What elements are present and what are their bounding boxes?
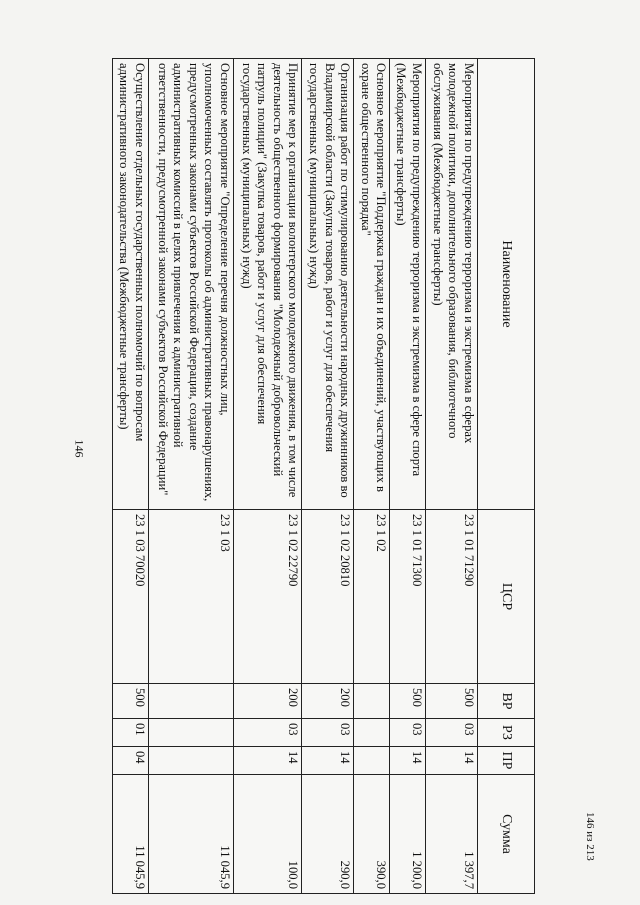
row-csr: 23 1 03 <box>148 510 233 684</box>
row-rz: 03 <box>302 719 354 747</box>
row-name: Основное мероприятие "Определение перечня должностных лиц, уполномоченных составлять протоколы об административных правонарушениях, предусмотренных законами субъектов Российской Федерации, создание административных комиссий в целях привлечения к административной ответственности, предусмотренной законами субъектов Российской Федерации" <box>148 59 233 510</box>
row-rz: 03 <box>390 719 426 747</box>
row-pr: 04 <box>113 747 149 775</box>
row-vr: 500 <box>390 684 426 719</box>
table-row <box>233 59 301 894</box>
row-name: Мероприятия по предупреждению терроризма и экстремизма в сфере спорта (Межбюджетные трансферты) <box>390 59 426 510</box>
header-rz: РЗ <box>478 719 535 747</box>
row-sum: 11 045,9 <box>113 775 149 894</box>
row-rz <box>148 719 233 747</box>
page-footer: 146 из 213 <box>584 812 596 861</box>
table-row <box>113 59 149 894</box>
header-pr: ПР <box>478 747 535 775</box>
row-pr: 14 <box>233 747 301 775</box>
row-sum: 11 045,9 <box>148 775 233 894</box>
row-name: Принятие мер к организации волонтерского молодежного движения, в том числе деятельность общественного формирования "Молодежный добровольческий патруль полиции" (Закупка товаров, работ и услуг для обеспечения государственных (муниципальных) нужд) <box>233 59 301 510</box>
row-sum: 1 200,0 <box>390 775 426 894</box>
row-csr: 23 1 02 20810 <box>302 510 354 684</box>
header-vr: ВР <box>478 684 535 719</box>
budget-table-wrapper <box>112 58 535 893</box>
header-csr: ЦСР <box>478 510 535 684</box>
table-row <box>390 59 426 894</box>
row-sum: 1 397,7 <box>425 775 477 894</box>
row-csr: 23 1 01 71290 <box>425 510 477 684</box>
row-vr: 500 <box>113 684 149 719</box>
row-vr <box>148 684 233 719</box>
table-row <box>148 59 233 894</box>
row-pr <box>354 747 390 775</box>
row-rz: 01 <box>113 719 149 747</box>
table-row <box>425 59 477 894</box>
row-name: Осуществление отдельных государственных полномочий по вопросам административного законодательства (Межбюджетные трансферты) <box>113 59 149 510</box>
row-sum: 290,0 <box>302 775 354 894</box>
row-rz <box>354 719 390 747</box>
budget-table <box>112 58 535 894</box>
row-pr: 14 <box>302 747 354 775</box>
row-csr: 23 1 02 22790 <box>233 510 301 684</box>
row-csr: 23 1 02 <box>354 510 390 684</box>
row-csr: 23 1 03 70020 <box>113 510 149 684</box>
row-vr <box>354 684 390 719</box>
row-vr: 200 <box>302 684 354 719</box>
row-pr: 14 <box>425 747 477 775</box>
row-pr: 14 <box>390 747 426 775</box>
row-name: Организация работ по стимулированию деятельности народных дружинников во Владимирской области (Закупка товаров, работ и услуг для обеспечения государственных (муниципальных) нужд) <box>302 59 354 510</box>
page-number: 146 <box>72 439 87 458</box>
row-rz: 03 <box>233 719 301 747</box>
table-row <box>302 59 354 894</box>
row-rz: 03 <box>425 719 477 747</box>
table-row <box>354 59 390 894</box>
row-pr <box>148 747 233 775</box>
row-csr: 23 1 01 71300 <box>390 510 426 684</box>
row-vr: 500 <box>425 684 477 719</box>
row-name: Мероприятия по предупреждению терроризма и экстремизма в сферах молодежной политики, дополнительного образования, библиотечного обслуживания (Межбюджетные трансферты) <box>425 59 477 510</box>
row-name: Основное мероприятие "Поддержка граждан и их объединений, участвующих в охране общественного порядка" <box>354 59 390 510</box>
table-header-row <box>478 59 535 894</box>
header-sum: Сумма <box>478 775 535 894</box>
row-vr: 200 <box>233 684 301 719</box>
header-name: Наименование <box>478 59 535 510</box>
row-sum: 390,0 <box>354 775 390 894</box>
row-sum: 100,0 <box>233 775 301 894</box>
